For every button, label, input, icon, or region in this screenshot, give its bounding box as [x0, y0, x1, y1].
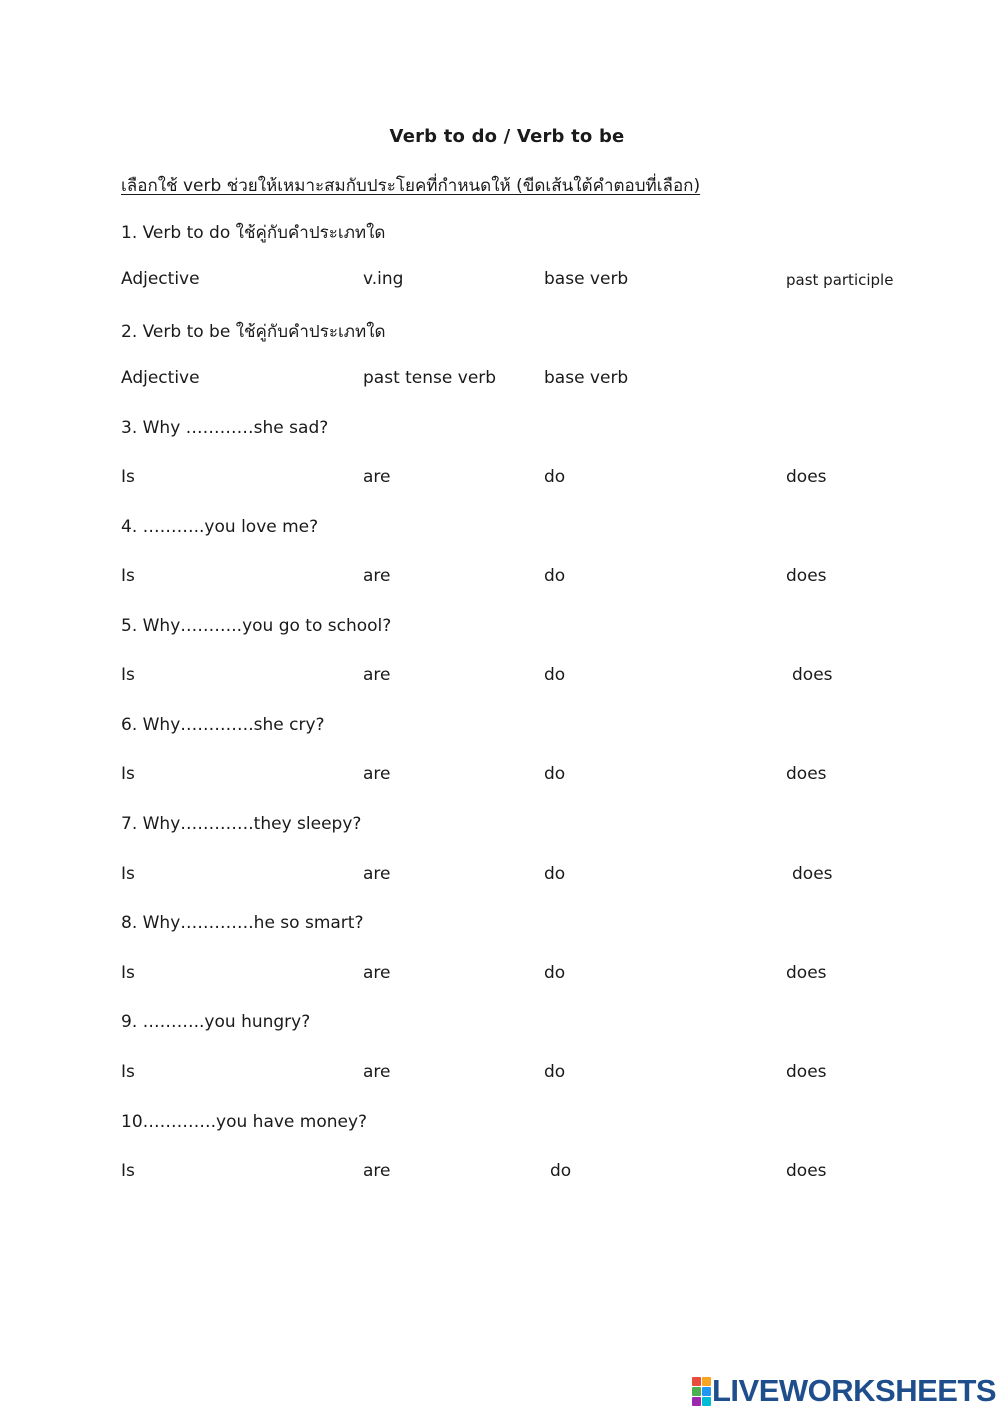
q8-option-are[interactable]: are	[363, 963, 391, 983]
q6-option-does[interactable]: does	[786, 764, 827, 784]
q7-option-does[interactable]: does	[792, 864, 833, 884]
question-5-prompt: 5. Why………..you go to school?	[121, 616, 392, 636]
question-1-options	[0, 269, 1000, 293]
logo-tile	[702, 1387, 711, 1396]
q7-option-are[interactable]: are	[363, 864, 391, 884]
question-8-prompt: 8. Why………….he so smart?	[121, 913, 364, 933]
q6-option-are[interactable]: are	[363, 764, 391, 784]
q10-option-is[interactable]: Is	[121, 1161, 135, 1181]
q2-option-adjective[interactable]: Adjective	[121, 368, 200, 388]
question-6-prompt: 6. Why………….she cry?	[121, 715, 325, 735]
question-4-prompt: 4. ………..you love me?	[121, 517, 319, 537]
brand-name: LIVEWORKSHEETS	[712, 1373, 997, 1408]
question-4-options	[0, 566, 1000, 590]
logo-tile	[692, 1397, 701, 1406]
q5-option-are[interactable]: are	[363, 665, 391, 685]
q5-option-is[interactable]: Is	[121, 665, 135, 685]
q3-option-do[interactable]: do	[544, 467, 566, 487]
q1-option-adjective[interactable]: Adjective	[121, 269, 200, 289]
q6-option-is[interactable]: Is	[121, 764, 135, 784]
q7-option-is[interactable]: Is	[121, 864, 135, 884]
q3-option-is[interactable]: Is	[121, 467, 135, 487]
q9-option-are[interactable]: are	[363, 1062, 391, 1082]
question-2-prompt: 2. Verb to be ใช้คู่กับคำประเภทใด	[121, 322, 386, 342]
q1-option-base-verb[interactable]: base verb	[544, 269, 629, 289]
liveworksheets-logo-icon	[692, 1377, 710, 1405]
question-7-options	[0, 864, 1000, 888]
q10-option-are[interactable]: are	[363, 1161, 391, 1181]
question-2-options	[0, 368, 1000, 392]
q9-option-do[interactable]: do	[544, 1062, 566, 1082]
q8-option-is[interactable]: Is	[121, 963, 135, 983]
q3-option-are[interactable]: are	[363, 467, 391, 487]
question-9-prompt: 9. ………..you hungry?	[121, 1012, 311, 1032]
question-9-options	[0, 1062, 1000, 1086]
q4-option-are[interactable]: are	[363, 566, 391, 586]
question-7-prompt: 7. Why………….they sleepy?	[121, 814, 362, 834]
question-5-options	[0, 665, 1000, 689]
question-8-options	[0, 963, 1000, 987]
q5-option-do[interactable]: do	[544, 665, 566, 685]
q10-option-do[interactable]: do	[550, 1161, 572, 1181]
q4-option-does[interactable]: does	[786, 566, 827, 586]
question-10-prompt: 10………….you have money?	[121, 1112, 368, 1132]
question-3-prompt: 3. Why …………she sad?	[121, 418, 329, 438]
q2-option-past-tense-verb[interactable]: past tense verb	[363, 368, 497, 388]
q10-option-does[interactable]: does	[786, 1161, 827, 1181]
logo-tile	[692, 1377, 701, 1386]
question-6-options	[0, 764, 1000, 788]
question-10-options	[0, 1161, 1000, 1185]
worksheet-title: Verb to do / Verb to be	[389, 126, 625, 147]
q1-option-ving[interactable]: v.ing	[363, 269, 404, 289]
q6-option-do[interactable]: do	[544, 764, 566, 784]
q9-option-does[interactable]: does	[786, 1062, 827, 1082]
logo-tile	[702, 1397, 711, 1406]
q8-option-does[interactable]: does	[786, 963, 827, 983]
q8-option-do[interactable]: do	[544, 963, 566, 983]
q5-option-does[interactable]: does	[792, 665, 833, 685]
question-3-options	[0, 467, 1000, 491]
question-1-prompt: 1. Verb to do ใช้คู่กับคำประเภทใด	[121, 223, 386, 243]
q9-option-is[interactable]: Is	[121, 1062, 135, 1082]
q4-option-is[interactable]: Is	[121, 566, 135, 586]
instruction-text: เลือกใช้ verb ช่วยให้เหมาะสมกับประโยคที่กำหนดให้ (ขีดเส้นใต้คำตอบที่เลือก)	[121, 176, 701, 196]
q4-option-do[interactable]: do	[544, 566, 566, 586]
liveworksheets-brand	[692, 1374, 996, 1408]
q1-option-past-participle[interactable]: past participle	[786, 271, 894, 289]
q2-option-base-verb[interactable]: base verb	[544, 368, 629, 388]
logo-tile	[692, 1387, 701, 1396]
q3-option-does[interactable]: does	[786, 467, 827, 487]
q7-option-do[interactable]: do	[544, 864, 566, 884]
logo-tile	[702, 1377, 711, 1386]
